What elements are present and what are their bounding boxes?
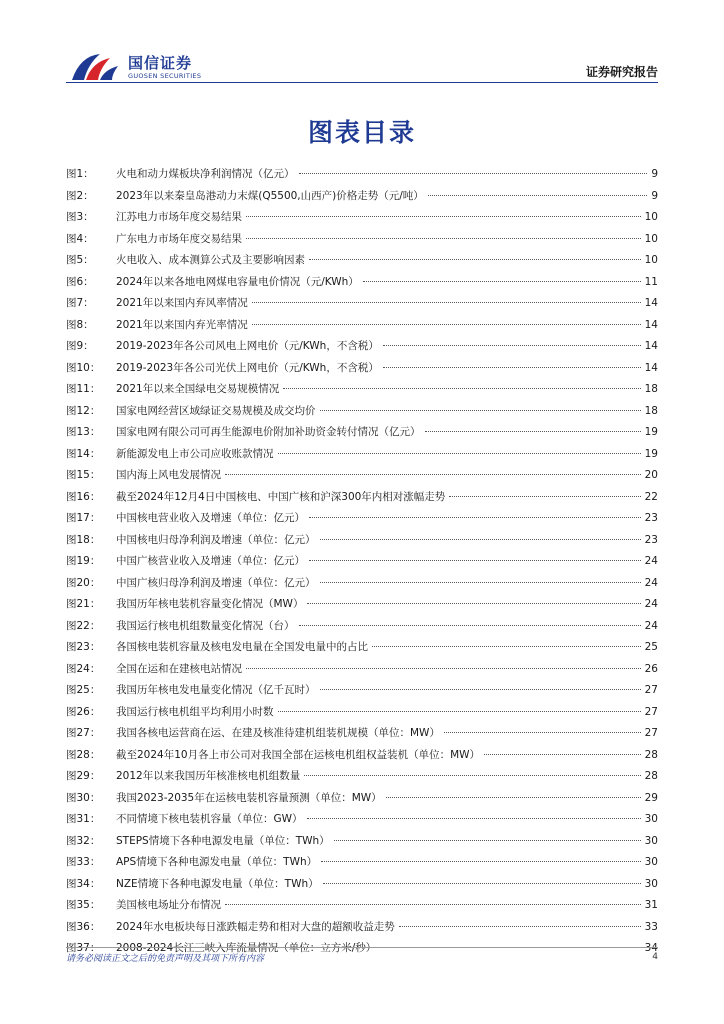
toc-dot-leader (444, 732, 641, 733)
toc-dot-leader (304, 775, 640, 776)
toc-entry-title[interactable]: 2012年以来我国历年核准核电机组数量 (116, 770, 301, 782)
toc-entry-page[interactable]: 26 (644, 662, 658, 675)
toc-entry-title[interactable]: 2024年水电板块每日涨跌幅走势和相对大盘的超额收益走势 (116, 920, 395, 933)
toc-entry[interactable] (66, 725, 658, 747)
toc-entry-title[interactable]: 2008-2024长江三峡入库流量情况（单位：立方米/秒） (116, 942, 377, 954)
toc-entry-title[interactable]: 全国在运和在建核电站情况 (116, 662, 242, 675)
toc-entry[interactable] (66, 897, 658, 919)
toc-entry-number: 图3： (66, 211, 94, 223)
toc-entry-number: 图14： (66, 447, 101, 460)
toc-dot-leader (484, 754, 641, 755)
toc-entry-page[interactable]: 25 (644, 641, 658, 653)
report-type-label: 证券研究报告 (585, 65, 658, 79)
toc-entry-number: 图28： (66, 748, 101, 761)
toc-entry-title[interactable]: 2023年以来秦皇岛港动力末煤(Q5500,山西产)价格走势（元/吨） (116, 189, 424, 202)
toc-entry[interactable] (66, 618, 658, 640)
toc-entry-number: 图31： (66, 813, 101, 825)
toc-entry-page[interactable]: 24 (644, 576, 658, 589)
toc-entry-title[interactable]: 2019-2023年各公司风电上网电价（元/KWh，不含税） (116, 340, 379, 352)
toc-entry-page[interactable]: 27 (644, 727, 658, 739)
toc-dot-leader (246, 668, 641, 669)
toc-entry[interactable] (66, 833, 658, 855)
toc-entry-title[interactable]: 我国各核电运营商在运、在建及核准待建机组装机规模（单位：MW） (116, 727, 440, 739)
toc-entry-number: 图32： (66, 834, 101, 847)
toc-entry[interactable] (66, 231, 658, 253)
toc-entry-number: 图18： (66, 533, 101, 546)
toc-entry-page[interactable]: 19 (644, 426, 658, 438)
logo-chinese-name: 国信证券 (128, 54, 193, 72)
toc-entry-title[interactable]: 火电收入、成本测算公式及主要影响因素 (116, 254, 305, 266)
toc-entry[interactable] (66, 919, 658, 941)
toc-entry-page[interactable]: 18 (644, 383, 658, 395)
toc-entry-page[interactable]: 9 (651, 189, 658, 202)
toc-entry-number: 图9： (66, 340, 94, 352)
toc-dot-leader (252, 324, 641, 325)
guosen-logo-icon (70, 50, 122, 84)
toc-entry-number: 图34： (66, 877, 101, 890)
toc-entry-page[interactable]: 24 (644, 598, 658, 610)
toc-dot-leader (246, 216, 641, 217)
toc-entry-page[interactable]: 31 (644, 899, 658, 911)
toc-entry-title[interactable]: 2024年以来各地电网煤电容量电价情况（元/KWh） (116, 275, 359, 288)
toc-entry-page[interactable]: 10 (644, 254, 658, 266)
toc-entry-title[interactable]: NZE情境下各种电源发电量（单位：TWh） (116, 877, 319, 890)
toc-entry[interactable] (66, 467, 658, 489)
toc-entry-number: 图33： (66, 856, 101, 868)
toc-entry[interactable] (66, 811, 658, 833)
toc-dot-leader (299, 173, 648, 174)
toc-entry-title[interactable]: 美国核电场址分布情况 (116, 899, 221, 911)
toc-entry[interactable] (66, 446, 658, 468)
toc-entry-number: 图4： (66, 232, 94, 245)
toc-entry-page[interactable]: 11 (644, 275, 658, 288)
toc-dot-leader (299, 625, 641, 626)
toc-entry[interactable] (66, 424, 658, 446)
toc-entry-number: 图21： (66, 598, 101, 610)
toc-entry-number: 图20： (66, 576, 101, 589)
toc-entry-number: 图7： (66, 297, 94, 309)
toc-entry[interactable] (66, 747, 658, 769)
toc-entry-title[interactable]: 国内海上风电发展情况 (116, 469, 221, 481)
toc-entry-number: 图6： (66, 275, 94, 288)
toc-entry-page[interactable]: 10 (644, 211, 658, 223)
toc-dot-leader (383, 367, 641, 368)
toc-entry[interactable] (66, 188, 658, 210)
toc-entry-number: 图17： (66, 512, 101, 524)
toc-entry-number: 图27： (66, 727, 101, 739)
toc-dot-leader (383, 345, 641, 346)
toc-entry-number: 图1： (66, 168, 94, 180)
toc-entry[interactable] (66, 682, 658, 704)
toc-dot-leader (225, 474, 641, 475)
toc-entry-title[interactable]: 我国历年核电发电量变化情况（亿千瓦时） (116, 684, 316, 696)
toc-entry-number: 图11： (66, 383, 101, 395)
toc-entry-page[interactable]: 29 (644, 791, 658, 804)
toc-entry-number: 图16： (66, 490, 101, 503)
toc-entry-number: 图36： (66, 920, 101, 933)
toc-entry-page[interactable]: 14 (644, 361, 658, 374)
toc-entry-page[interactable]: 19 (644, 447, 658, 460)
toc-title: 图表目录 (307, 118, 416, 147)
toc-entry-page[interactable]: 23 (644, 533, 658, 546)
toc-dot-leader (309, 517, 641, 518)
toc-entry[interactable] (66, 876, 658, 898)
toc-dot-leader (307, 818, 641, 819)
toc-entry-title[interactable]: 2021年以来全国绿电交易规模情况 (116, 383, 280, 395)
toc-entry[interactable] (66, 768, 658, 790)
toc-entry[interactable] (66, 704, 658, 726)
toc-entry[interactable] (66, 403, 658, 425)
toc-dot-leader (246, 238, 641, 239)
toc-entry[interactable] (66, 639, 658, 661)
toc-entry-number: 图19： (66, 555, 101, 567)
toc-entry-page[interactable]: 30 (644, 856, 658, 868)
toc-entry-number: 图10： (66, 361, 101, 374)
toc-entry-title[interactable]: 2019-2023年各公司光伏上网电价（元/KWh，不含税） (116, 361, 379, 374)
toc-entry-page[interactable]: 30 (644, 813, 658, 825)
toc-entry-title[interactable]: 我国2023-2035年在运核电装机容量预测（单位：MW） (116, 791, 382, 804)
toc-entry[interactable] (66, 596, 658, 618)
toc-entry-page[interactable]: 10 (644, 232, 658, 245)
toc-dot-leader (399, 926, 641, 927)
toc-entry[interactable] (66, 532, 658, 554)
toc-entry-title[interactable]: 截至2024年10月各上市公司对我国全部在运核电机组权益装机（单位：MW） (116, 748, 481, 761)
toc-entry[interactable] (66, 360, 658, 382)
toc-entry[interactable] (66, 661, 658, 683)
figure-list (66, 166, 658, 962)
toc-entry-title[interactable]: 国家电网有限公司可再生能源电价附加补助资金转付情况（亿元） (116, 426, 421, 438)
toc-dot-leader (320, 410, 641, 411)
toc-entry[interactable] (66, 317, 658, 339)
toc-entry-number: 图30： (66, 791, 101, 804)
toc-entry-page[interactable]: 34 (644, 942, 658, 954)
toc-entry-title[interactable]: 各国核电装机容量及核电发电量在全国发电量中的占比 (116, 641, 368, 653)
toc-entry-title[interactable]: 截至2024年12月4日中国核电、中国广核和沪深300年内相对涨幅走势 (116, 490, 446, 503)
toc-entry-title[interactable]: 广东电力市场年度交易结果 (116, 232, 242, 245)
toc-entry[interactable] (66, 790, 658, 812)
toc-entry[interactable] (66, 252, 658, 274)
toc-entry-title[interactable]: 火电和动力煤板块净利润情况（亿元） (116, 168, 295, 180)
toc-entry-page[interactable]: 14 (644, 318, 658, 331)
toc-entry-title[interactable]: STEPS情境下各种电源发电量（单位：TWh） (116, 834, 330, 847)
toc-entry-number: 图29： (66, 770, 101, 782)
toc-entry-title[interactable]: 2021年以来国内弃光率情况 (116, 318, 248, 331)
toc-dot-leader (386, 797, 641, 798)
toc-dot-leader (363, 281, 641, 282)
toc-entry-number: 图24： (66, 662, 101, 675)
toc-dot-leader (278, 711, 641, 712)
toc-dot-leader (428, 195, 648, 196)
logo-english-name: GUOSEN SECURITIES (128, 72, 202, 80)
toc-entry-title[interactable]: 中国广核营业收入及增速（单位：亿元） (116, 555, 305, 567)
toc-dot-leader (320, 689, 641, 690)
toc-entry[interactable] (66, 575, 658, 597)
toc-entry-number: 图15： (66, 469, 101, 481)
page-number: 4 (652, 952, 658, 962)
toc-entry[interactable] (66, 489, 658, 511)
toc-entry[interactable] (66, 510, 658, 532)
toc-entry[interactable] (66, 381, 658, 403)
toc-entry[interactable] (66, 553, 658, 575)
toc-dot-leader (449, 496, 640, 497)
toc-entry-number: 图25： (66, 684, 101, 696)
toc-entry[interactable] (66, 854, 658, 876)
toc-entry-page[interactable]: 30 (644, 834, 658, 847)
footer-divider (66, 947, 658, 948)
toc-entry-page[interactable]: 27 (644, 684, 658, 696)
toc-dot-leader (323, 883, 641, 884)
toc-entry-page[interactable]: 28 (644, 770, 658, 782)
toc-entry-title[interactable]: 江苏电力市场年度交易结果 (116, 211, 242, 223)
toc-entry[interactable] (66, 166, 658, 188)
toc-entry-number: 图35： (66, 899, 101, 911)
toc-entry-number: 图26： (66, 705, 101, 718)
toc-entry-title[interactable]: 中国广核归母净利润及增速（单位：亿元） (116, 576, 316, 589)
toc-entry-number: 图23： (66, 641, 101, 653)
toc-entry-number: 图2： (66, 189, 94, 202)
toc-entry-number: 图8： (66, 318, 94, 331)
toc-entry-page[interactable]: 14 (644, 297, 658, 309)
toc-entry-number: 图13： (66, 426, 101, 438)
page-header (0, 0, 724, 90)
toc-dot-leader (225, 904, 641, 905)
toc-entry-number: 图12： (66, 404, 101, 417)
header-divider (66, 82, 658, 83)
toc-entry[interactable] (66, 274, 658, 296)
toc-entry-title[interactable]: 2021年以来国内弃风率情况 (116, 297, 248, 309)
toc-dot-leader (425, 431, 641, 432)
toc-entry[interactable] (66, 338, 658, 360)
toc-dot-leader (321, 861, 640, 862)
toc-entry-page[interactable]: 33 (644, 920, 658, 933)
toc-entry-title[interactable]: 不同情境下核电装机容量（单位：GW） (116, 813, 303, 825)
toc-entry-title[interactable]: 新能源发电上市公司应收账款情况 (116, 447, 274, 460)
toc-entry-number: 图37： (66, 942, 101, 954)
toc-entry-title[interactable]: 我国历年核电装机容量变化情况（MW） (116, 598, 304, 610)
toc-entry-title[interactable]: 国家电网经营区域绿证交易规模及成交均价 (116, 404, 316, 417)
toc-dot-leader (252, 302, 641, 303)
guosen-logo (70, 50, 200, 84)
toc-entry-title[interactable]: 中国核电归母净利润及增速（单位：亿元） (116, 533, 316, 546)
toc-entry-title[interactable]: APS情境下各种电源发电量（单位：TWh） (116, 856, 318, 868)
toc-entry-page[interactable]: 23 (644, 512, 658, 524)
toc-entry[interactable] (66, 209, 658, 231)
toc-entry-title[interactable]: 我国运行核电机组数量变化情况（台） (116, 619, 295, 632)
toc-entry-page[interactable]: 27 (644, 705, 658, 718)
toc-entry-number: 图22： (66, 619, 101, 632)
toc-entry-page[interactable]: 20 (644, 469, 658, 481)
toc-dot-leader (309, 560, 641, 561)
toc-dot-leader (309, 259, 641, 260)
toc-entry-page[interactable]: 9 (651, 168, 658, 180)
toc-entry-page[interactable]: 30 (644, 877, 658, 890)
toc-dot-leader (307, 603, 640, 604)
toc-entry-page[interactable]: 14 (644, 340, 658, 352)
toc-dot-leader (320, 582, 641, 583)
toc-dot-leader (372, 646, 641, 647)
toc-dot-leader (278, 453, 641, 454)
toc-entry-title[interactable]: 我国运行核电机组平均利用小时数 (116, 705, 274, 718)
toc-entry-page[interactable]: 24 (644, 555, 658, 567)
footer-disclaimer[interactable]: 请务必阅读正文之后的免责声明及其项下所有内容 (66, 954, 265, 964)
toc-dot-leader (334, 840, 641, 841)
toc-entry-page[interactable]: 24 (644, 619, 658, 632)
toc-entry-page[interactable]: 22 (644, 490, 658, 503)
toc-entry-page[interactable]: 28 (644, 748, 658, 761)
toc-entry-title[interactable]: 中国核电营业收入及增速（单位：亿元） (116, 512, 305, 524)
toc-entry-page[interactable]: 18 (644, 404, 658, 417)
toc-entry-number: 图5： (66, 254, 94, 266)
toc-entry[interactable] (66, 295, 658, 317)
toc-dot-leader (283, 388, 640, 389)
toc-dot-leader (320, 539, 641, 540)
